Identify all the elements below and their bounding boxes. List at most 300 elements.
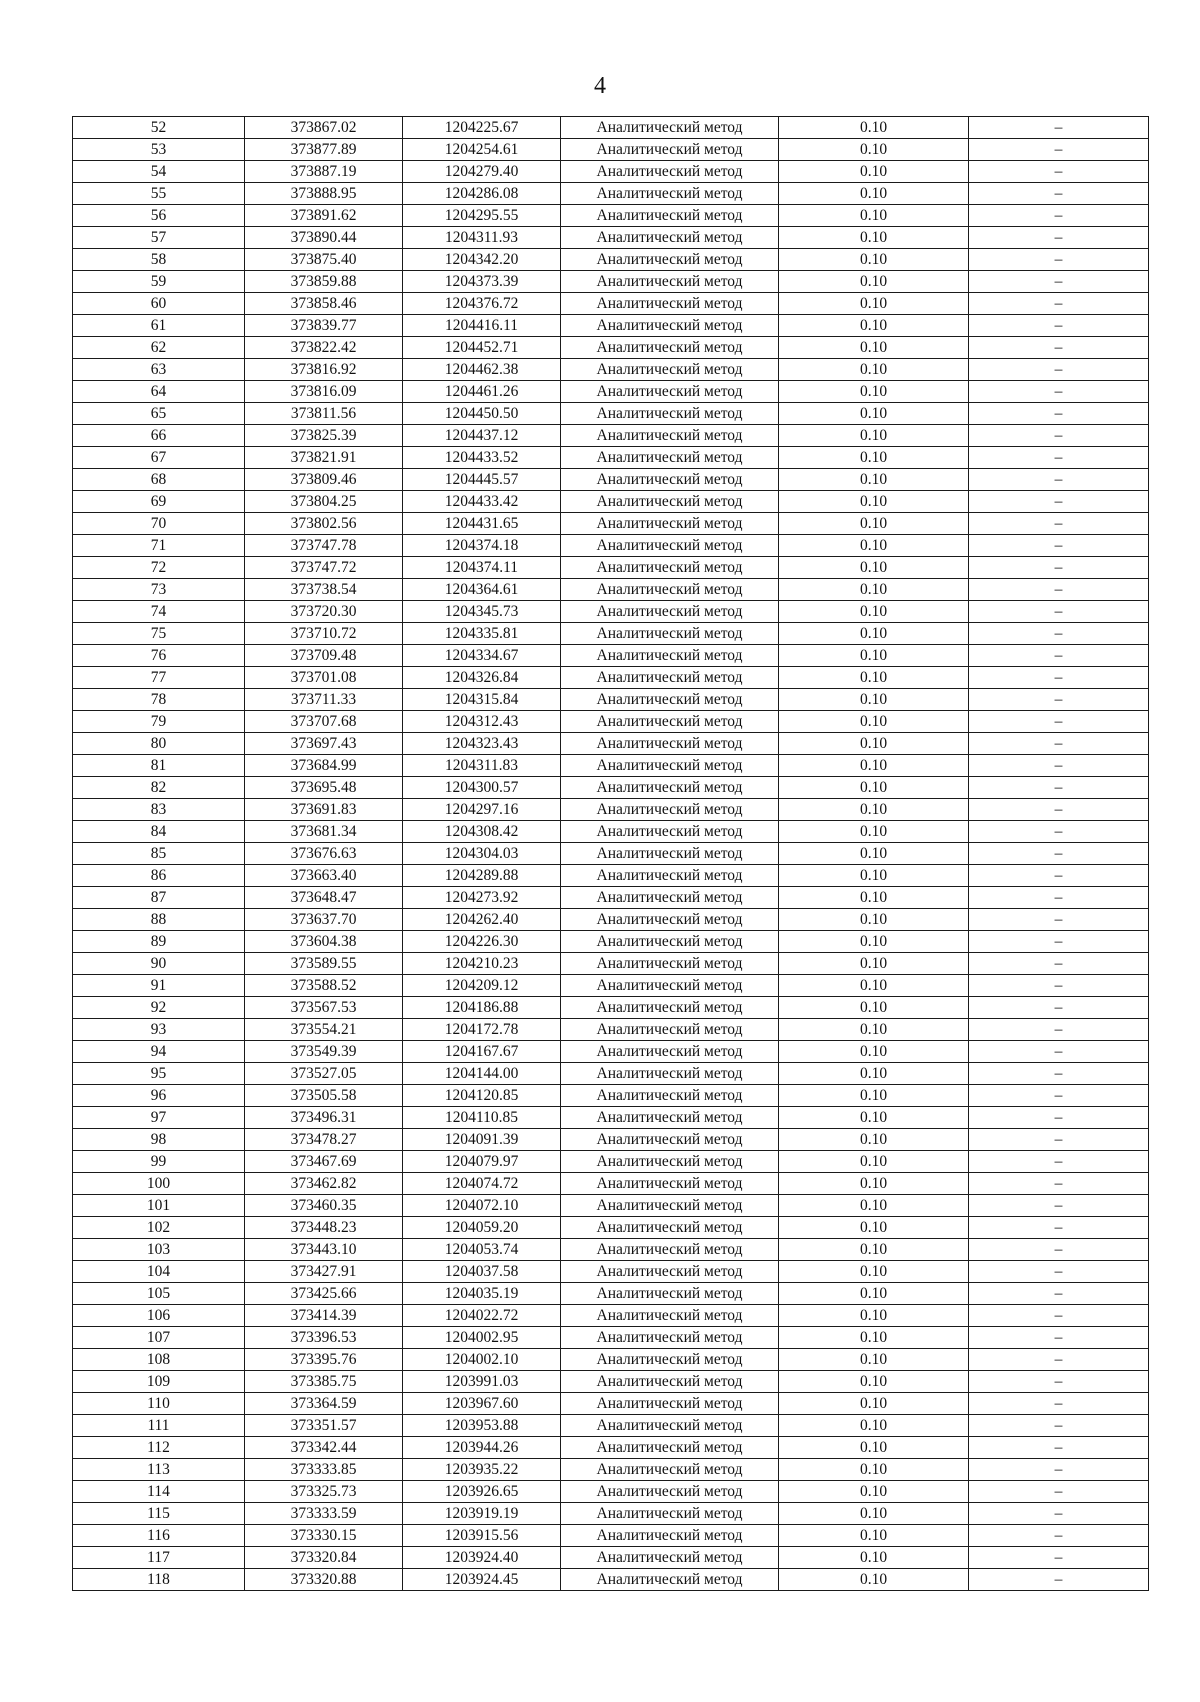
cell-method: Аналитический метод xyxy=(561,183,779,205)
cell-note: – xyxy=(969,733,1149,755)
cell-y-coordinate: 1204373.39 xyxy=(403,271,561,293)
cell-y-coordinate: 1203919.19 xyxy=(403,1503,561,1525)
cell-method: Аналитический метод xyxy=(561,1041,779,1063)
cell-note: – xyxy=(969,1085,1149,1107)
table-row xyxy=(73,1173,1149,1195)
table-row xyxy=(73,733,1149,755)
cell-note: – xyxy=(969,117,1149,139)
cell-y-coordinate: 1204254.61 xyxy=(403,139,561,161)
cell-note: – xyxy=(969,1305,1149,1327)
cell-x-coordinate: 373460.35 xyxy=(245,1195,403,1217)
table-row xyxy=(73,623,1149,645)
cell-x-coordinate: 373701.08 xyxy=(245,667,403,689)
cell-method: Аналитический метод xyxy=(561,293,779,315)
cell-method: Аналитический метод xyxy=(561,1283,779,1305)
cell-note: – xyxy=(969,1107,1149,1129)
table-row xyxy=(73,1547,1149,1569)
cell-point-number: 86 xyxy=(73,865,245,887)
cell-x-coordinate: 373648.47 xyxy=(245,887,403,909)
table-row xyxy=(73,161,1149,183)
cell-accuracy: 0.10 xyxy=(779,425,969,447)
cell-x-coordinate: 373709.48 xyxy=(245,645,403,667)
cell-note: – xyxy=(969,491,1149,513)
cell-x-coordinate: 373802.56 xyxy=(245,513,403,535)
cell-x-coordinate: 373425.66 xyxy=(245,1283,403,1305)
cell-method: Аналитический метод xyxy=(561,1481,779,1503)
table-row xyxy=(73,1305,1149,1327)
cell-y-coordinate: 1204416.11 xyxy=(403,315,561,337)
cell-point-number: 118 xyxy=(73,1569,245,1591)
cell-point-number: 90 xyxy=(73,953,245,975)
cell-x-coordinate: 373443.10 xyxy=(245,1239,403,1261)
table-row xyxy=(73,953,1149,975)
cell-method: Аналитический метод xyxy=(561,1063,779,1085)
cell-y-coordinate: 1204452.71 xyxy=(403,337,561,359)
cell-accuracy: 0.10 xyxy=(779,997,969,1019)
cell-y-coordinate: 1204279.40 xyxy=(403,161,561,183)
cell-note: – xyxy=(969,469,1149,491)
cell-method: Аналитический метод xyxy=(561,205,779,227)
cell-note: – xyxy=(969,1063,1149,1085)
cell-y-coordinate: 1204312.43 xyxy=(403,711,561,733)
cell-accuracy: 0.10 xyxy=(779,1063,969,1085)
cell-method: Аналитический метод xyxy=(561,953,779,975)
cell-accuracy: 0.10 xyxy=(779,887,969,909)
cell-accuracy: 0.10 xyxy=(779,1283,969,1305)
cell-note: – xyxy=(969,1129,1149,1151)
table-row xyxy=(73,513,1149,535)
cell-note: – xyxy=(969,601,1149,623)
cell-method: Аналитический метод xyxy=(561,1393,779,1415)
cell-method: Аналитический метод xyxy=(561,117,779,139)
cell-accuracy: 0.10 xyxy=(779,403,969,425)
table-row xyxy=(73,1525,1149,1547)
cell-note: – xyxy=(969,777,1149,799)
cell-accuracy: 0.10 xyxy=(779,865,969,887)
table-row xyxy=(73,601,1149,623)
table-row xyxy=(73,359,1149,381)
cell-accuracy: 0.10 xyxy=(779,1129,969,1151)
cell-y-coordinate: 1204225.67 xyxy=(403,117,561,139)
cell-method: Аналитический метод xyxy=(561,447,779,469)
cell-y-coordinate: 1204437.12 xyxy=(403,425,561,447)
cell-x-coordinate: 373890.44 xyxy=(245,227,403,249)
cell-point-number: 63 xyxy=(73,359,245,381)
table-row xyxy=(73,1371,1149,1393)
cell-y-coordinate: 1204311.83 xyxy=(403,755,561,777)
table-row xyxy=(73,205,1149,227)
cell-note: – xyxy=(969,1437,1149,1459)
cell-y-coordinate: 1204273.92 xyxy=(403,887,561,909)
cell-y-coordinate: 1203944.26 xyxy=(403,1437,561,1459)
table-row xyxy=(73,579,1149,601)
cell-point-number: 76 xyxy=(73,645,245,667)
cell-x-coordinate: 373342.44 xyxy=(245,1437,403,1459)
cell-x-coordinate: 373320.88 xyxy=(245,1569,403,1591)
cell-note: – xyxy=(969,227,1149,249)
cell-y-coordinate: 1204037.58 xyxy=(403,1261,561,1283)
cell-accuracy: 0.10 xyxy=(779,1173,969,1195)
cell-y-coordinate: 1204462.38 xyxy=(403,359,561,381)
cell-y-coordinate: 1204335.81 xyxy=(403,623,561,645)
cell-y-coordinate: 1204172.78 xyxy=(403,1019,561,1041)
cell-y-coordinate: 1204308.42 xyxy=(403,821,561,843)
cell-note: – xyxy=(969,315,1149,337)
cell-accuracy: 0.10 xyxy=(779,1041,969,1063)
page-number: 4 xyxy=(594,73,606,99)
cell-x-coordinate: 373821.91 xyxy=(245,447,403,469)
cell-x-coordinate: 373811.56 xyxy=(245,403,403,425)
cell-method: Аналитический метод xyxy=(561,799,779,821)
cell-x-coordinate: 373684.99 xyxy=(245,755,403,777)
cell-point-number: 102 xyxy=(73,1217,245,1239)
cell-point-number: 65 xyxy=(73,403,245,425)
cell-method: Аналитический метод xyxy=(561,381,779,403)
table-row xyxy=(73,909,1149,931)
cell-note: – xyxy=(969,183,1149,205)
table-row xyxy=(73,1261,1149,1283)
cell-y-coordinate: 1203967.60 xyxy=(403,1393,561,1415)
cell-method: Аналитический метод xyxy=(561,843,779,865)
cell-point-number: 95 xyxy=(73,1063,245,1085)
cell-x-coordinate: 373496.31 xyxy=(245,1107,403,1129)
cell-accuracy: 0.10 xyxy=(779,1349,969,1371)
table-row xyxy=(73,975,1149,997)
cell-point-number: 92 xyxy=(73,997,245,1019)
cell-method: Аналитический метод xyxy=(561,1019,779,1041)
cell-note: – xyxy=(969,337,1149,359)
cell-method: Аналитический метод xyxy=(561,249,779,271)
cell-x-coordinate: 373549.39 xyxy=(245,1041,403,1063)
cell-accuracy: 0.10 xyxy=(779,337,969,359)
cell-method: Аналитический метод xyxy=(561,1173,779,1195)
cell-note: – xyxy=(969,821,1149,843)
cell-note: – xyxy=(969,975,1149,997)
cell-y-coordinate: 1204072.10 xyxy=(403,1195,561,1217)
cell-note: – xyxy=(969,425,1149,447)
table-row xyxy=(73,821,1149,843)
cell-method: Аналитический метод xyxy=(561,535,779,557)
cell-note: – xyxy=(969,359,1149,381)
cell-method: Аналитический метод xyxy=(561,557,779,579)
cell-x-coordinate: 373697.43 xyxy=(245,733,403,755)
cell-accuracy: 0.10 xyxy=(779,1393,969,1415)
cell-point-number: 109 xyxy=(73,1371,245,1393)
cell-accuracy: 0.10 xyxy=(779,117,969,139)
cell-accuracy: 0.10 xyxy=(779,1459,969,1481)
cell-x-coordinate: 373505.58 xyxy=(245,1085,403,1107)
coordinates-table-body xyxy=(73,117,1149,1591)
table-row xyxy=(73,843,1149,865)
cell-accuracy: 0.10 xyxy=(779,1547,969,1569)
table-row xyxy=(73,799,1149,821)
table-row xyxy=(73,337,1149,359)
cell-accuracy: 0.10 xyxy=(779,447,969,469)
cell-method: Аналитический метод xyxy=(561,997,779,1019)
cell-y-coordinate: 1204289.88 xyxy=(403,865,561,887)
cell-point-number: 93 xyxy=(73,1019,245,1041)
cell-y-coordinate: 1203915.56 xyxy=(403,1525,561,1547)
cell-y-coordinate: 1204433.52 xyxy=(403,447,561,469)
cell-method: Аналитический метод xyxy=(561,733,779,755)
cell-point-number: 114 xyxy=(73,1481,245,1503)
cell-accuracy: 0.10 xyxy=(779,535,969,557)
cell-point-number: 99 xyxy=(73,1151,245,1173)
cell-method: Аналитический метод xyxy=(561,271,779,293)
cell-point-number: 62 xyxy=(73,337,245,359)
table-row xyxy=(73,1195,1149,1217)
cell-note: – xyxy=(969,1393,1149,1415)
cell-method: Аналитический метод xyxy=(561,667,779,689)
cell-point-number: 103 xyxy=(73,1239,245,1261)
cell-note: – xyxy=(969,139,1149,161)
cell-y-coordinate: 1204297.16 xyxy=(403,799,561,821)
cell-y-coordinate: 1204364.61 xyxy=(403,579,561,601)
cell-x-coordinate: 373681.34 xyxy=(245,821,403,843)
cell-accuracy: 0.10 xyxy=(779,315,969,337)
cell-accuracy: 0.10 xyxy=(779,381,969,403)
cell-note: – xyxy=(969,931,1149,953)
cell-accuracy: 0.10 xyxy=(779,777,969,799)
cell-note: – xyxy=(969,1415,1149,1437)
cell-note: – xyxy=(969,1547,1149,1569)
cell-note: – xyxy=(969,1569,1149,1591)
cell-method: Аналитический метод xyxy=(561,1085,779,1107)
cell-accuracy: 0.10 xyxy=(779,161,969,183)
cell-y-coordinate: 1204342.20 xyxy=(403,249,561,271)
cell-x-coordinate: 373804.25 xyxy=(245,491,403,513)
cell-method: Аналитический метод xyxy=(561,1437,779,1459)
table-row xyxy=(73,667,1149,689)
cell-method: Аналитический метод xyxy=(561,755,779,777)
cell-point-number: 88 xyxy=(73,909,245,931)
cell-x-coordinate: 373809.46 xyxy=(245,469,403,491)
cell-point-number: 64 xyxy=(73,381,245,403)
cell-method: Аналитический метод xyxy=(561,139,779,161)
cell-x-coordinate: 373385.75 xyxy=(245,1371,403,1393)
cell-accuracy: 0.10 xyxy=(779,205,969,227)
table-row xyxy=(73,293,1149,315)
cell-y-coordinate: 1204209.12 xyxy=(403,975,561,997)
cell-method: Аналитический метод xyxy=(561,227,779,249)
cell-y-coordinate: 1203926.65 xyxy=(403,1481,561,1503)
cell-note: – xyxy=(969,161,1149,183)
cell-x-coordinate: 373320.84 xyxy=(245,1547,403,1569)
cell-note: – xyxy=(969,689,1149,711)
table-row xyxy=(73,447,1149,469)
cell-x-coordinate: 373325.73 xyxy=(245,1481,403,1503)
cell-accuracy: 0.10 xyxy=(779,1327,969,1349)
cell-x-coordinate: 373554.21 xyxy=(245,1019,403,1041)
table-row xyxy=(73,425,1149,447)
cell-y-coordinate: 1204445.57 xyxy=(403,469,561,491)
cell-note: – xyxy=(969,755,1149,777)
table-row xyxy=(73,117,1149,139)
cell-x-coordinate: 373351.57 xyxy=(245,1415,403,1437)
cell-point-number: 69 xyxy=(73,491,245,513)
cell-accuracy: 0.10 xyxy=(779,1107,969,1129)
cell-accuracy: 0.10 xyxy=(779,1019,969,1041)
cell-y-coordinate: 1204053.74 xyxy=(403,1239,561,1261)
cell-point-number: 115 xyxy=(73,1503,245,1525)
cell-accuracy: 0.10 xyxy=(779,733,969,755)
cell-method: Аналитический метод xyxy=(561,403,779,425)
cell-note: – xyxy=(969,1283,1149,1305)
cell-method: Аналитический метод xyxy=(561,623,779,645)
cell-point-number: 78 xyxy=(73,689,245,711)
cell-note: – xyxy=(969,447,1149,469)
cell-note: – xyxy=(969,1349,1149,1371)
cell-accuracy: 0.10 xyxy=(779,271,969,293)
cell-accuracy: 0.10 xyxy=(779,623,969,645)
cell-y-coordinate: 1204345.73 xyxy=(403,601,561,623)
cell-note: – xyxy=(969,1525,1149,1547)
cell-accuracy: 0.10 xyxy=(779,249,969,271)
cell-accuracy: 0.10 xyxy=(779,513,969,535)
cell-point-number: 106 xyxy=(73,1305,245,1327)
cell-point-number: 89 xyxy=(73,931,245,953)
cell-x-coordinate: 373448.23 xyxy=(245,1217,403,1239)
cell-y-coordinate: 1204022.72 xyxy=(403,1305,561,1327)
cell-point-number: 87 xyxy=(73,887,245,909)
cell-x-coordinate: 373691.83 xyxy=(245,799,403,821)
table-row xyxy=(73,249,1149,271)
cell-note: – xyxy=(969,887,1149,909)
cell-method: Аналитический метод xyxy=(561,887,779,909)
cell-point-number: 75 xyxy=(73,623,245,645)
cell-method: Аналитический метод xyxy=(561,315,779,337)
cell-accuracy: 0.10 xyxy=(779,1525,969,1547)
cell-note: – xyxy=(969,579,1149,601)
cell-point-number: 79 xyxy=(73,711,245,733)
table-row xyxy=(73,887,1149,909)
cell-accuracy: 0.10 xyxy=(779,1085,969,1107)
cell-note: – xyxy=(969,799,1149,821)
cell-x-coordinate: 373859.88 xyxy=(245,271,403,293)
table-row xyxy=(73,1085,1149,1107)
table-row xyxy=(73,1481,1149,1503)
cell-accuracy: 0.10 xyxy=(779,1481,969,1503)
cell-y-coordinate: 1204091.39 xyxy=(403,1129,561,1151)
cell-x-coordinate: 373467.69 xyxy=(245,1151,403,1173)
cell-accuracy: 0.10 xyxy=(779,1415,969,1437)
table-row xyxy=(73,381,1149,403)
table-row xyxy=(73,535,1149,557)
cell-note: – xyxy=(969,843,1149,865)
cell-note: – xyxy=(969,1173,1149,1195)
cell-y-coordinate: 1203935.22 xyxy=(403,1459,561,1481)
cell-x-coordinate: 373478.27 xyxy=(245,1129,403,1151)
table-row xyxy=(73,183,1149,205)
cell-method: Аналитический метод xyxy=(561,975,779,997)
cell-method: Аналитический метод xyxy=(561,337,779,359)
cell-method: Аналитический метод xyxy=(561,425,779,447)
table-row xyxy=(73,755,1149,777)
cell-x-coordinate: 373839.77 xyxy=(245,315,403,337)
table-row xyxy=(73,1393,1149,1415)
cell-y-coordinate: 1204374.18 xyxy=(403,535,561,557)
table-row xyxy=(73,491,1149,513)
cell-y-coordinate: 1204374.11 xyxy=(403,557,561,579)
cell-y-coordinate: 1204035.19 xyxy=(403,1283,561,1305)
table-row xyxy=(73,227,1149,249)
cell-accuracy: 0.10 xyxy=(779,227,969,249)
cell-x-coordinate: 373875.40 xyxy=(245,249,403,271)
table-row xyxy=(73,777,1149,799)
cell-y-coordinate: 1204059.20 xyxy=(403,1217,561,1239)
cell-accuracy: 0.10 xyxy=(779,1261,969,1283)
cell-method: Аналитический метод xyxy=(561,1217,779,1239)
cell-accuracy: 0.10 xyxy=(779,491,969,513)
cell-point-number: 113 xyxy=(73,1459,245,1481)
table-row xyxy=(73,931,1149,953)
cell-y-coordinate: 1204311.93 xyxy=(403,227,561,249)
table-row xyxy=(73,689,1149,711)
cell-point-number: 116 xyxy=(73,1525,245,1547)
cell-note: – xyxy=(969,711,1149,733)
cell-note: – xyxy=(969,1371,1149,1393)
cell-note: – xyxy=(969,1459,1149,1481)
cell-y-coordinate: 1204074.72 xyxy=(403,1173,561,1195)
cell-x-coordinate: 373396.53 xyxy=(245,1327,403,1349)
cell-accuracy: 0.10 xyxy=(779,1437,969,1459)
cell-method: Аналитический метод xyxy=(561,1151,779,1173)
cell-y-coordinate: 1203953.88 xyxy=(403,1415,561,1437)
cell-point-number: 66 xyxy=(73,425,245,447)
cell-accuracy: 0.10 xyxy=(779,821,969,843)
cell-point-number: 52 xyxy=(73,117,245,139)
table-row xyxy=(73,1437,1149,1459)
cell-point-number: 80 xyxy=(73,733,245,755)
cell-y-coordinate: 1204433.42 xyxy=(403,491,561,513)
cell-note: – xyxy=(969,1327,1149,1349)
table-row xyxy=(73,139,1149,161)
cell-x-coordinate: 373747.78 xyxy=(245,535,403,557)
cell-x-coordinate: 373427.91 xyxy=(245,1261,403,1283)
cell-point-number: 61 xyxy=(73,315,245,337)
cell-x-coordinate: 373891.62 xyxy=(245,205,403,227)
cell-note: – xyxy=(969,271,1149,293)
cell-method: Аналитический метод xyxy=(561,645,779,667)
cell-method: Аналитический метод xyxy=(561,1415,779,1437)
table-row xyxy=(73,271,1149,293)
cell-method: Аналитический метод xyxy=(561,909,779,931)
cell-x-coordinate: 373333.59 xyxy=(245,1503,403,1525)
cell-x-coordinate: 373877.89 xyxy=(245,139,403,161)
cell-note: – xyxy=(969,1481,1149,1503)
cell-y-coordinate: 1204323.43 xyxy=(403,733,561,755)
cell-y-coordinate: 1204431.65 xyxy=(403,513,561,535)
cell-method: Аналитический метод xyxy=(561,865,779,887)
cell-point-number: 117 xyxy=(73,1547,245,1569)
cell-accuracy: 0.10 xyxy=(779,293,969,315)
cell-accuracy: 0.10 xyxy=(779,667,969,689)
cell-accuracy: 0.10 xyxy=(779,645,969,667)
cell-y-coordinate: 1203991.03 xyxy=(403,1371,561,1393)
table-row xyxy=(73,315,1149,337)
cell-accuracy: 0.10 xyxy=(779,975,969,997)
cell-y-coordinate: 1204002.10 xyxy=(403,1349,561,1371)
table-row xyxy=(73,1327,1149,1349)
cell-x-coordinate: 373867.02 xyxy=(245,117,403,139)
cell-method: Аналитический метод xyxy=(561,1195,779,1217)
cell-note: – xyxy=(969,1503,1149,1525)
cell-x-coordinate: 373707.68 xyxy=(245,711,403,733)
cell-y-coordinate: 1204186.88 xyxy=(403,997,561,1019)
table-row xyxy=(73,645,1149,667)
cell-y-coordinate: 1204334.67 xyxy=(403,645,561,667)
cell-y-coordinate: 1204110.85 xyxy=(403,1107,561,1129)
